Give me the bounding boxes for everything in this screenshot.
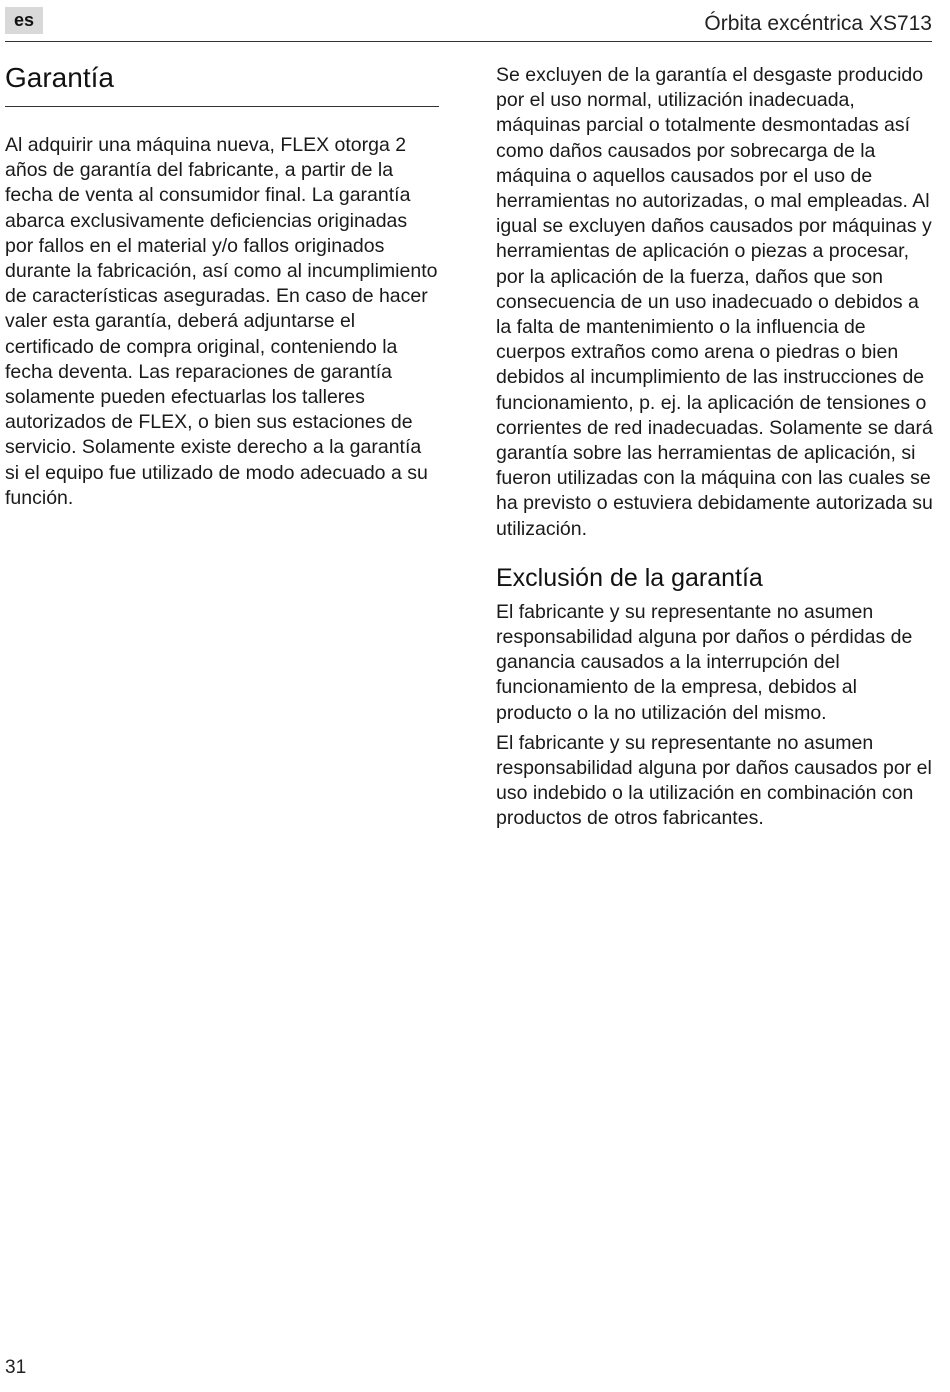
warranty-heading: Garantía (5, 58, 439, 107)
liability-paragraph-2: El fabricante y su representante no asumen responsabilidad alguna por daños causados por el uso indebido o la utilización en combinación con productos de otros fabricantes. (496, 731, 932, 830)
page-number: 31 (5, 1357, 27, 1378)
left-column (5, 58, 439, 511)
language-badge: es (5, 7, 43, 34)
document-title: Órbita excéntrica XS713 (704, 12, 932, 35)
warranty-exclusion-heading: Exclusión de la garantía (496, 563, 763, 592)
header-divider (5, 41, 932, 42)
warranty-paragraph: Al adquirir una máquina nueva, FLEX otorga 2 años de garantía del fabricante, a partir de la fecha de venta al consumidor final. La garantía abarca exclusivamente deficiencias originadas por fallos en el material y/o fallos originados durante la fabricación, así como al incumplimiento de características aseguradas. En caso de hacer valer esta garantía, deberá adjuntarse el certificado de compra original, conteniendo la fecha deventa. Las reparaciones de garantía solamente pueden efectuarlas los talleres autorizados de FLEX, o bien sus estaciones de servicio. Solamente existe derecho a la garantía si el equipo fue utilizado de modo adecuado a su función. (5, 134, 438, 509)
liability-paragraph-1: El fabricante y su representante no asumen responsabilidad alguna por daños o pérdidas de ganancia causados a la interrupción del funcionamiento de la empresa, debidos al producto o la no utilización del mismo. (496, 600, 913, 724)
exclusions-paragraph: Se excluyen de la garantía el desgaste producido por el uso normal, utilización inadecuada, máquinas parcial o totalmente desmontadas así como daños causados por sobrecarga de la máquina o aquellos causados por el uso de herramientas no autorizadas, o mal empleadas. Al igual se excluyen daños causados por máquinas y herramientas de aplicación o piezas a procesar, por la aplicación de la fuerza, daños que son consecuencia de un uso inadecuado o debidos a la falta de mantenimiento o la influencia de cuerpos extraños como arena o piedras o bien debidos al incumplimiento de las instrucciones de funcionamiento, p. ej. la aplicación de tensiones o corrientes de red inadecuadas. Solamente se dará garantía sobre las herramientas de aplicación, si fueron utilizadas con la máquina con las cuales se ha previsto o estuviera debidamente autorizada su utilización. (496, 64, 933, 540)
right-column (496, 63, 936, 832)
